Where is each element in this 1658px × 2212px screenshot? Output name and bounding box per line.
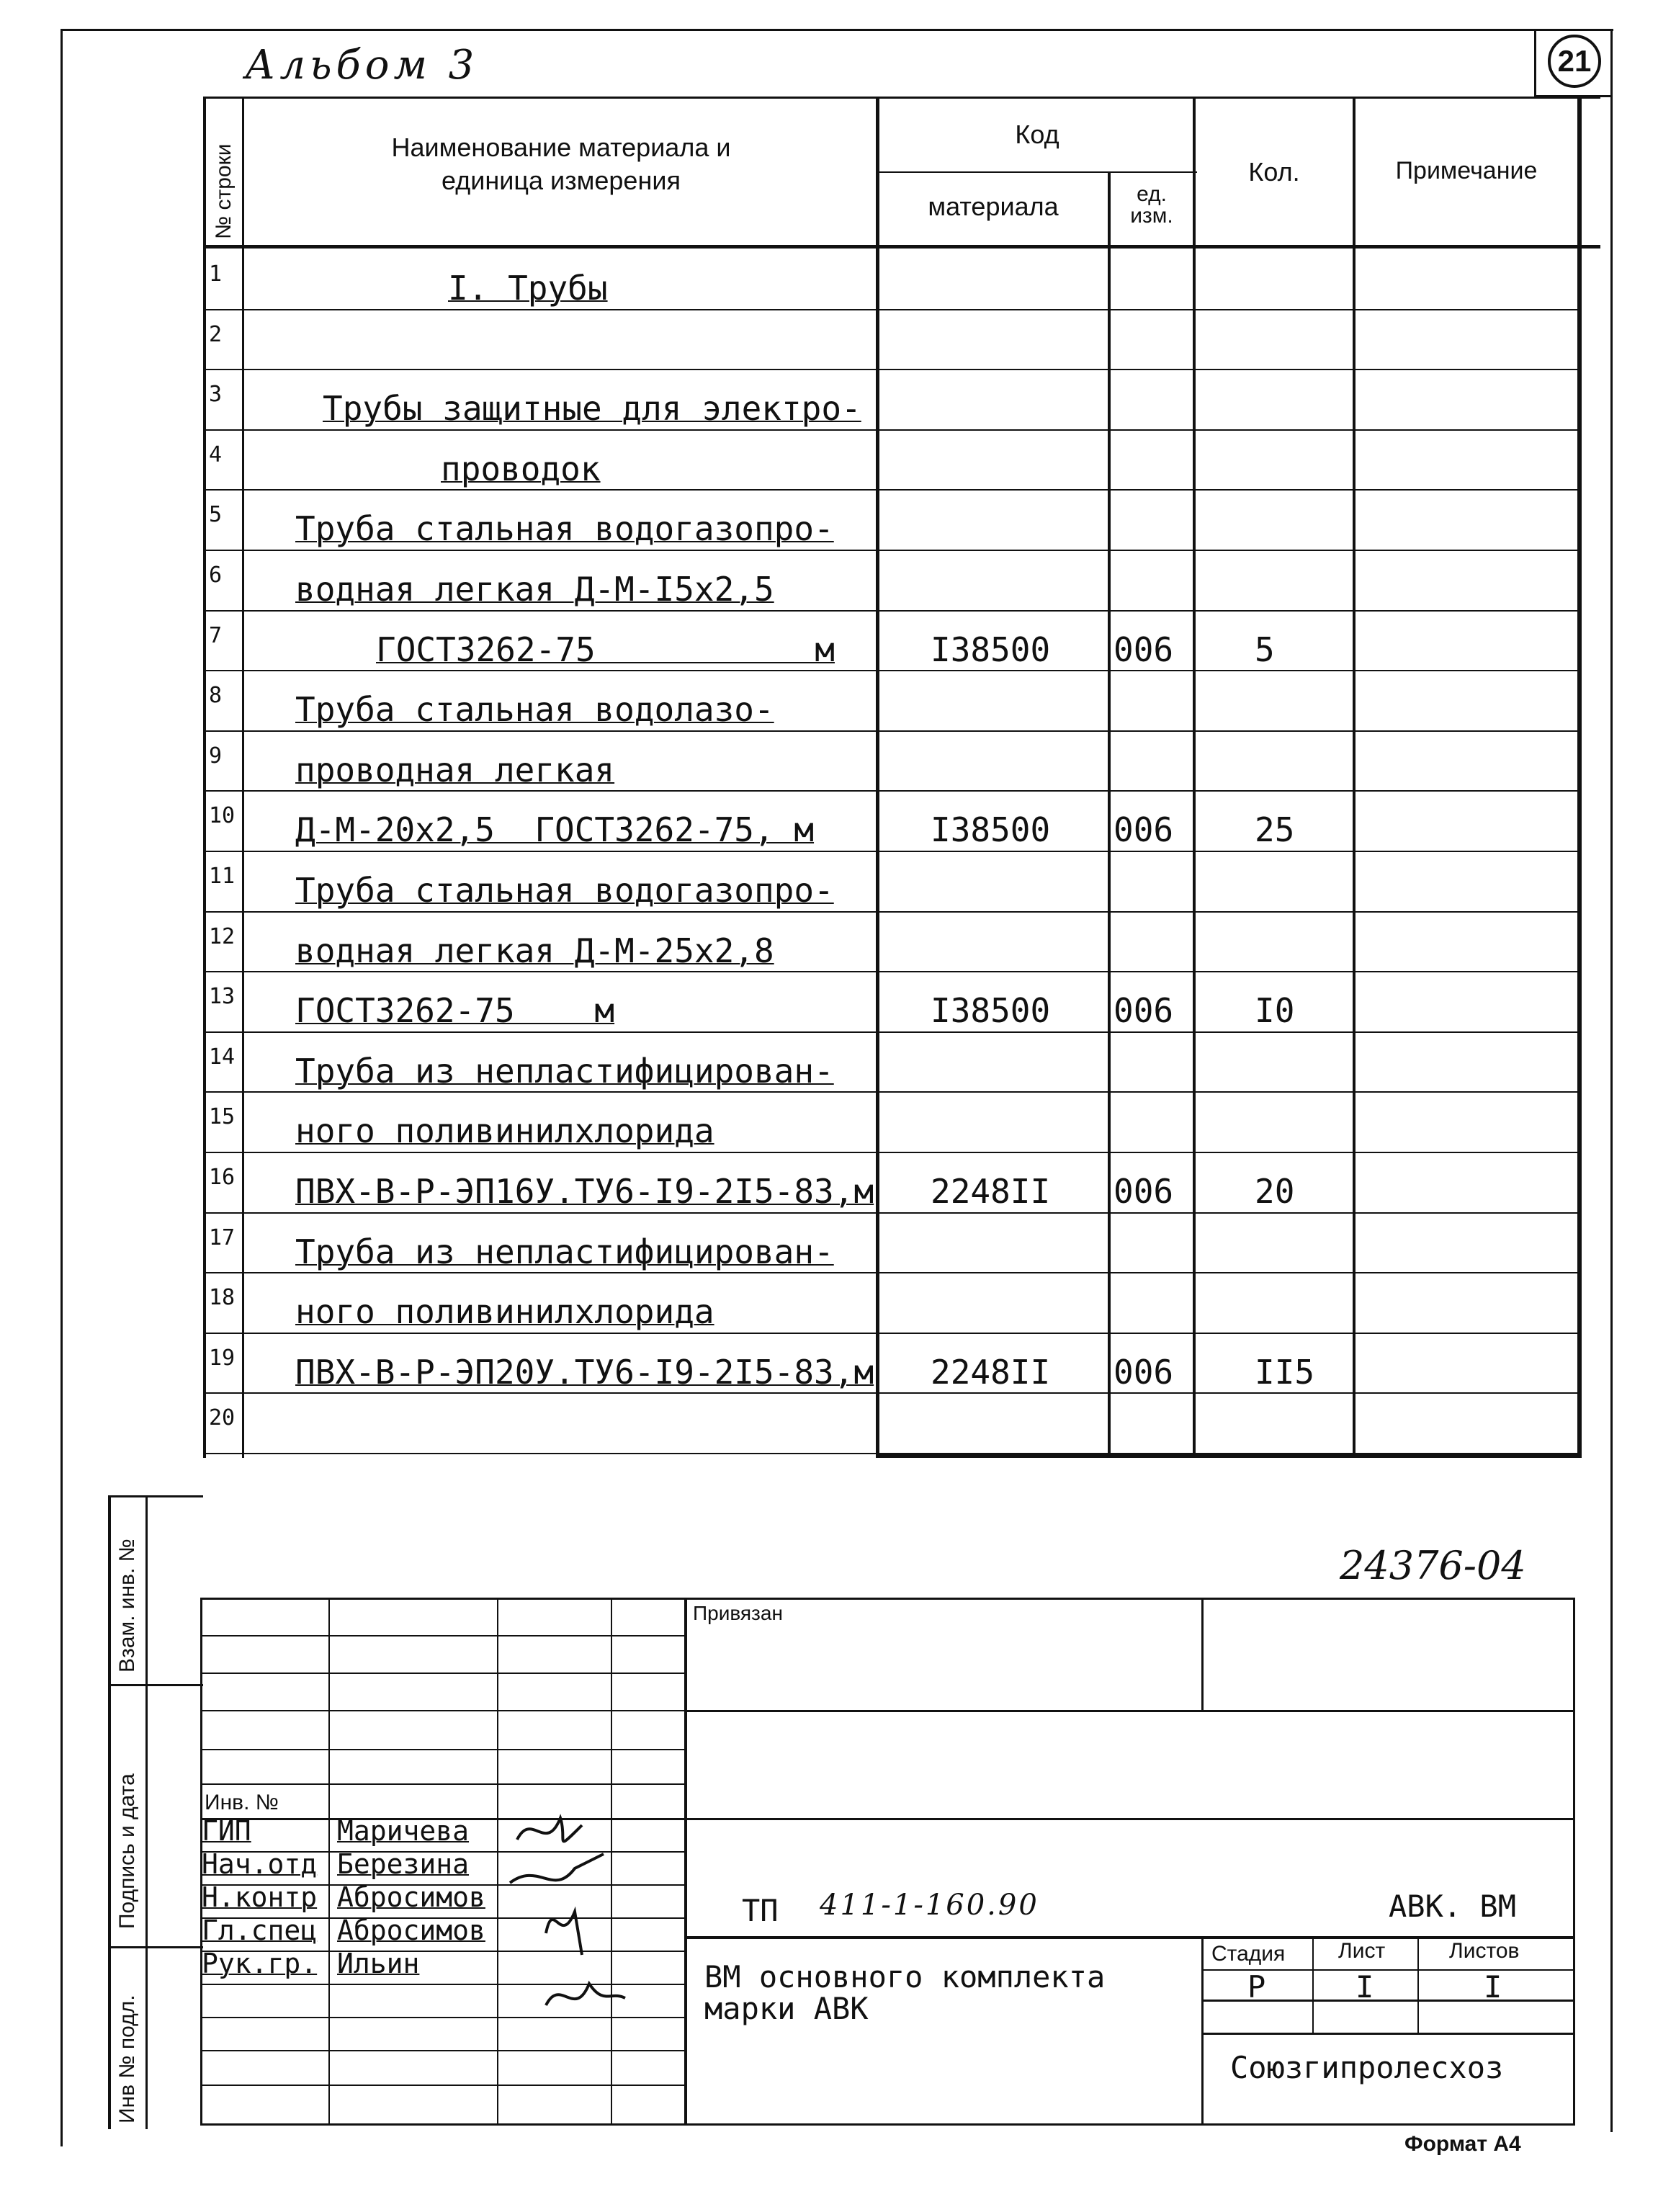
row-unit-code: 006: [1113, 1352, 1174, 1392]
signature-4: [546, 1984, 625, 2005]
format-label: Формат А4: [1404, 2132, 1521, 2156]
row-number: 7: [209, 622, 223, 648]
table-row: [203, 790, 1579, 851]
page-number-box: [1534, 29, 1611, 97]
row-number: 10: [209, 803, 236, 829]
sheet-value: I: [1355, 1969, 1374, 2005]
row-name: Труба из непластифицирован-: [295, 1232, 834, 1271]
doc-mark: АВК. ВМ: [1389, 1889, 1517, 1924]
table-row: [203, 309, 1579, 370]
row-number: 2: [209, 321, 223, 347]
row-quantity: 25: [1255, 810, 1295, 850]
row-number: 1: [209, 261, 223, 287]
table-row: [203, 1272, 1579, 1333]
row-material-code: I38500: [931, 630, 1051, 669]
table-row: [203, 1031, 1579, 1092]
sheets-value: I: [1484, 1969, 1502, 2005]
table-row: [203, 550, 1579, 610]
row-name: ПВХ-В-Р-ЭП20У.ТУ6-I9-2I5-83,м: [295, 1352, 874, 1392]
row-name: Труба стальная водолазо-: [295, 690, 774, 730]
frame-top: [61, 29, 1613, 31]
row-name: I. Трубы: [448, 269, 608, 308]
row-number: 17: [209, 1224, 236, 1250]
row-unit-code: 006: [1113, 991, 1174, 1031]
sheets-label: Листов: [1449, 1939, 1520, 1963]
row-name: водная легкая Д-М-25x2,8: [295, 931, 774, 970]
staff-role: ГИП: [202, 1815, 251, 1847]
sheet-label: Лист: [1338, 1939, 1386, 1963]
row-material-code: 2248II: [931, 1172, 1051, 1211]
header-unit-2: изм.: [1130, 204, 1173, 228]
row-number: 19: [209, 1345, 236, 1371]
row-name: Д-М-20x2,5 ГОСТ3262-75, м: [295, 810, 815, 850]
header-qty: Кол.: [1248, 157, 1300, 187]
row-quantity: 5: [1255, 630, 1275, 669]
row-name: Труба стальная водогазопро-: [295, 509, 834, 549]
row-line: [203, 1453, 1579, 1454]
doc-number: 24376-04: [1340, 1543, 1526, 1588]
signature-scribbles: [503, 1811, 719, 2041]
title-block: [200, 1598, 1573, 2123]
table-row: [203, 248, 1579, 309]
header-code: Код: [1015, 120, 1059, 149]
row-number: 13: [209, 984, 236, 1010]
row-number: 15: [209, 1104, 236, 1130]
staff-name: Абросимов: [337, 1915, 485, 1946]
table-row: [203, 1152, 1579, 1212]
staff-name: Маричева: [337, 1815, 470, 1847]
header-name-1: Наименование материала и: [391, 133, 731, 162]
row-material-code: 2248II: [931, 1352, 1051, 1392]
tp-number: 411-1-160.90: [820, 1889, 1039, 1922]
privyazan-label: Привязан: [693, 1602, 783, 1624]
frame-left: [61, 29, 63, 2146]
table-row: [203, 1212, 1579, 1273]
staff-name: Березина: [337, 1848, 470, 1880]
row-unit-code: 006: [1113, 630, 1174, 669]
row-number: 9: [209, 743, 223, 769]
staff-name: Абросимов: [337, 1881, 485, 1913]
spec-table: [203, 97, 1600, 1458]
row-unit-code: 006: [1113, 810, 1174, 850]
table-row: [203, 730, 1579, 791]
row-name: ного поливинилхлорида: [295, 1111, 714, 1151]
row-number: 5: [209, 502, 223, 528]
row-material-code: I38500: [931, 991, 1051, 1031]
header-note: Примечание: [1395, 157, 1538, 184]
staff-role: Нач.отд: [202, 1848, 318, 1880]
row-name: Трубы защитные для электро-: [323, 389, 861, 429]
row-number: 6: [209, 563, 223, 588]
signature-3: [546, 1912, 582, 1955]
side-label-podpis: Подпись и дата: [115, 1773, 139, 1929]
side-label-inv: Инв № подл.: [115, 1994, 139, 2123]
row-number: 14: [209, 1044, 236, 1070]
table-row: [203, 1091, 1579, 1152]
staff-role: Гл.спец: [202, 1915, 318, 1946]
row-number: 8: [209, 683, 223, 709]
row-number: 16: [209, 1165, 236, 1190]
page-number: 21: [1548, 35, 1601, 88]
table-row: [203, 911, 1579, 972]
side-strip: [108, 1495, 200, 2129]
row-name: Труба из непластифицирован-: [295, 1051, 834, 1091]
row-name: ГОСТ3262-75 м: [295, 991, 615, 1031]
table-row: [203, 851, 1579, 911]
row-number: 20: [209, 1405, 236, 1431]
row-number: 4: [209, 442, 223, 467]
description-1: ВМ основного комплекта: [704, 1959, 1106, 1994]
row-number: 3: [209, 382, 223, 408]
row-name: проводная легкая: [295, 750, 615, 789]
stage-label: Стадия: [1211, 1942, 1286, 1966]
staff-role: Рук.гр.: [202, 1948, 318, 1979]
header-material: материала: [928, 192, 1059, 221]
header-unit-1: ед.: [1137, 182, 1167, 206]
table-row: [203, 369, 1579, 429]
row-name: ГОСТ3262-75 м: [376, 630, 835, 669]
tp-prefix: ТП: [742, 1893, 779, 1928]
row-unit-code: 006: [1113, 1172, 1174, 1211]
row-name: ного поливинилхлорида: [295, 1292, 714, 1332]
table-row: [203, 1392, 1579, 1453]
row-name: водная легкая Д-М-I5x2,5: [295, 570, 774, 609]
row-quantity: 20: [1255, 1172, 1295, 1211]
table-row: [203, 489, 1579, 550]
row-name: проводок: [441, 449, 601, 488]
row-name: ПВХ-В-Р-ЭП16У.ТУ6-I9-2I5-83,м: [295, 1172, 874, 1211]
row-number: 12: [209, 923, 236, 949]
header-name-2: единица измерения: [442, 166, 681, 195]
album-label: Альбом 3: [245, 42, 479, 89]
inv-no-label: Инв. №: [205, 1791, 279, 1814]
staff-name: Ильин: [337, 1948, 420, 1979]
organization: Союзгипролесхоз: [1230, 2050, 1504, 2085]
row-number: 18: [209, 1285, 236, 1311]
stage-value: Р: [1247, 1969, 1266, 2005]
table-row: [203, 971, 1579, 1031]
signature-2: [510, 1854, 604, 1883]
description-2: марки АВК: [704, 1991, 869, 2026]
signature-1: [517, 1818, 582, 1841]
table-row: [203, 610, 1579, 671]
table-row: [203, 670, 1579, 730]
row-quantity: II5: [1255, 1352, 1315, 1392]
row-quantity: I0: [1255, 991, 1295, 1031]
row-number: 11: [209, 864, 236, 889]
table-row: [203, 1333, 1579, 1393]
table-row: [203, 429, 1579, 490]
staff-role: Н.контр: [202, 1881, 318, 1913]
row-material-code: I38500: [931, 810, 1051, 850]
side-label-vzam: Взам. инв. №: [115, 1539, 139, 1673]
frame-right: [1610, 29, 1613, 2132]
row-name: Труба стальная водогазопро-: [295, 871, 834, 910]
header-row-no: № строки: [212, 143, 236, 239]
